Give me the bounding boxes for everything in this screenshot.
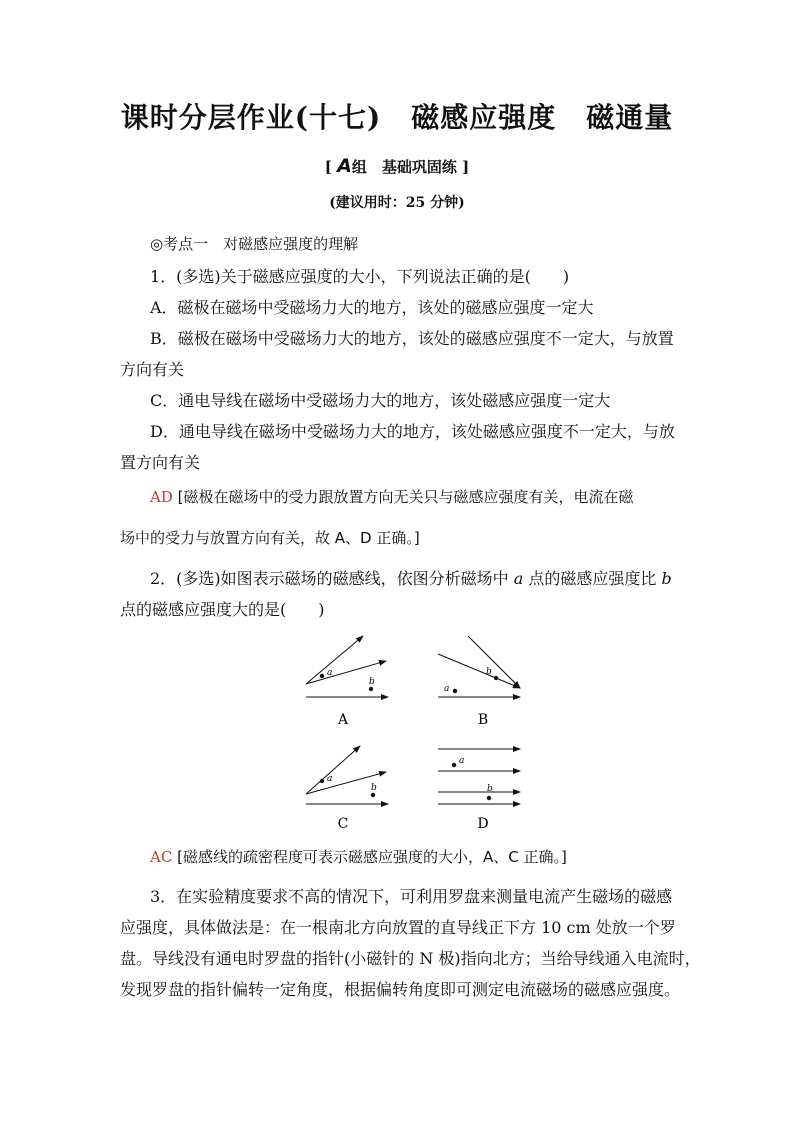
panel-b-point-a-dot: [453, 689, 457, 693]
q2-stem-point-a: a: [513, 569, 524, 588]
group-bracket-close: ]: [462, 158, 470, 176]
panel-b-caption: B: [477, 712, 489, 728]
q3-line3: 盘。导线没有通电时罗盘的指针(小磁针的 N 极)指向北方；当给导线通入电流时，: [120, 949, 701, 968]
q2-stem-text-2: 点的磁感应强度比: [523, 569, 662, 588]
q2-stem-text-1: 2．(多选)如图表示磁场的磁感线，依图分析磁场中: [150, 569, 514, 588]
panel-d-point-b-label: b: [487, 784, 493, 794]
panel-a-point-b-dot: [369, 687, 373, 691]
q1-option-a: A．磁极在磁场中受磁场力大的地方，该处的磁感应强度一定大: [150, 298, 594, 317]
suggested-time: (建议用时：25 分钟): [329, 195, 465, 211]
title-part-1: 课时分层作业(十七): [120, 101, 382, 134]
title-part-3: 磁通量: [586, 101, 674, 134]
page-title: [0, 96, 794, 136]
panel-d-point-b-dot: [487, 796, 491, 800]
panel-a-field-line-1: [306, 636, 363, 684]
q2-stem-line1: [150, 566, 672, 589]
figure-panel-b: [438, 636, 520, 728]
panel-d-point-a-label: a: [459, 756, 465, 766]
panel-c-point-b-dot: [371, 793, 375, 797]
q2-stem-line2: 点的磁感应强度大的是( ): [120, 600, 325, 619]
panel-d-point-a-dot: [452, 763, 456, 767]
panel-b-field-line-1: [438, 654, 520, 688]
panel-c-point-a-dot: [320, 779, 324, 783]
group-letter: A: [337, 155, 352, 177]
q3-line1: 3．在实验精度要求不高的情况下，可利用罗盘来测量电流产生磁场的磁感: [150, 887, 673, 906]
title-part-2: 磁感应强度: [411, 101, 557, 134]
q1-option-d-line2: 置方向有关: [120, 453, 201, 472]
q3-line2: 应强度，具体做法是：在一根南北方向放置的直导线正下方 10 cm 处放一个罗: [120, 918, 676, 937]
panel-a-caption: A: [337, 712, 349, 728]
figure-panel-c: [306, 746, 388, 832]
field-lines-figure: [298, 628, 538, 838]
panel-a-point-a-label: a: [327, 668, 333, 678]
group-label: 组 基础巩固练: [351, 158, 457, 176]
q2-answer-key: AC: [150, 848, 173, 866]
group-bracket-open: [: [324, 158, 332, 176]
q1-explanation-2: 场中的受力与放置方向有关，故 A、D 正确。]: [120, 529, 420, 547]
q1-option-b-line1: B．磁极在磁场中受磁场力大的地方，该处的磁感应强度不一定大，与放置: [150, 329, 674, 348]
panel-a-point-a-dot: [320, 674, 324, 678]
q1-stem: 1．(多选)关于磁感应强度的大小，下列说法正确的是( ): [150, 267, 570, 286]
panel-c-point-a-label: a: [327, 774, 333, 784]
q1-option-d-line1: D．通电导线在磁场中受磁场力大的地方，该处磁感应强度不一定大，与放: [150, 422, 675, 441]
group-header: [0, 155, 794, 177]
figure-panel-d: [438, 749, 520, 832]
section-heading: ◎考点一 对磁感应强度的理解: [150, 235, 359, 253]
panel-d-caption: D: [477, 816, 489, 832]
q1-answer-line1: [150, 486, 634, 507]
panel-b-point-b-label: b: [486, 667, 492, 677]
panel-c-caption: C: [337, 816, 349, 832]
q2-stem-point-b: b: [661, 569, 672, 588]
q2-answer-line: [150, 846, 567, 867]
panel-b-point-a-label: a: [444, 684, 450, 694]
figure-panel-a: [306, 636, 388, 728]
panel-a-point-b-label: b: [369, 677, 375, 687]
q1-explanation-1: [磁极在磁场中的受力跟放置方向无关只与磁感应强度有关，电流在磁: [177, 488, 634, 506]
panel-b-field-line-2: [468, 636, 520, 688]
q1-option-b-line2: 方向有关: [120, 360, 185, 379]
q1-answer-key: AD: [150, 488, 173, 506]
q2-explanation: [磁感线的疏密程度可表示磁感应强度的大小，A、C 正确。]: [177, 848, 567, 866]
panel-c-point-b-label: b: [371, 783, 377, 793]
q3-line4: 发现罗盘的指针偏转一定角度，根据偏转角度即可测定电流磁场的磁感应强度。: [120, 980, 681, 999]
q1-option-c: C．通电导线在磁场中受磁场力大的地方，该处磁感应强度一定大: [150, 391, 611, 410]
panel-b-point-b-dot: [494, 676, 498, 680]
